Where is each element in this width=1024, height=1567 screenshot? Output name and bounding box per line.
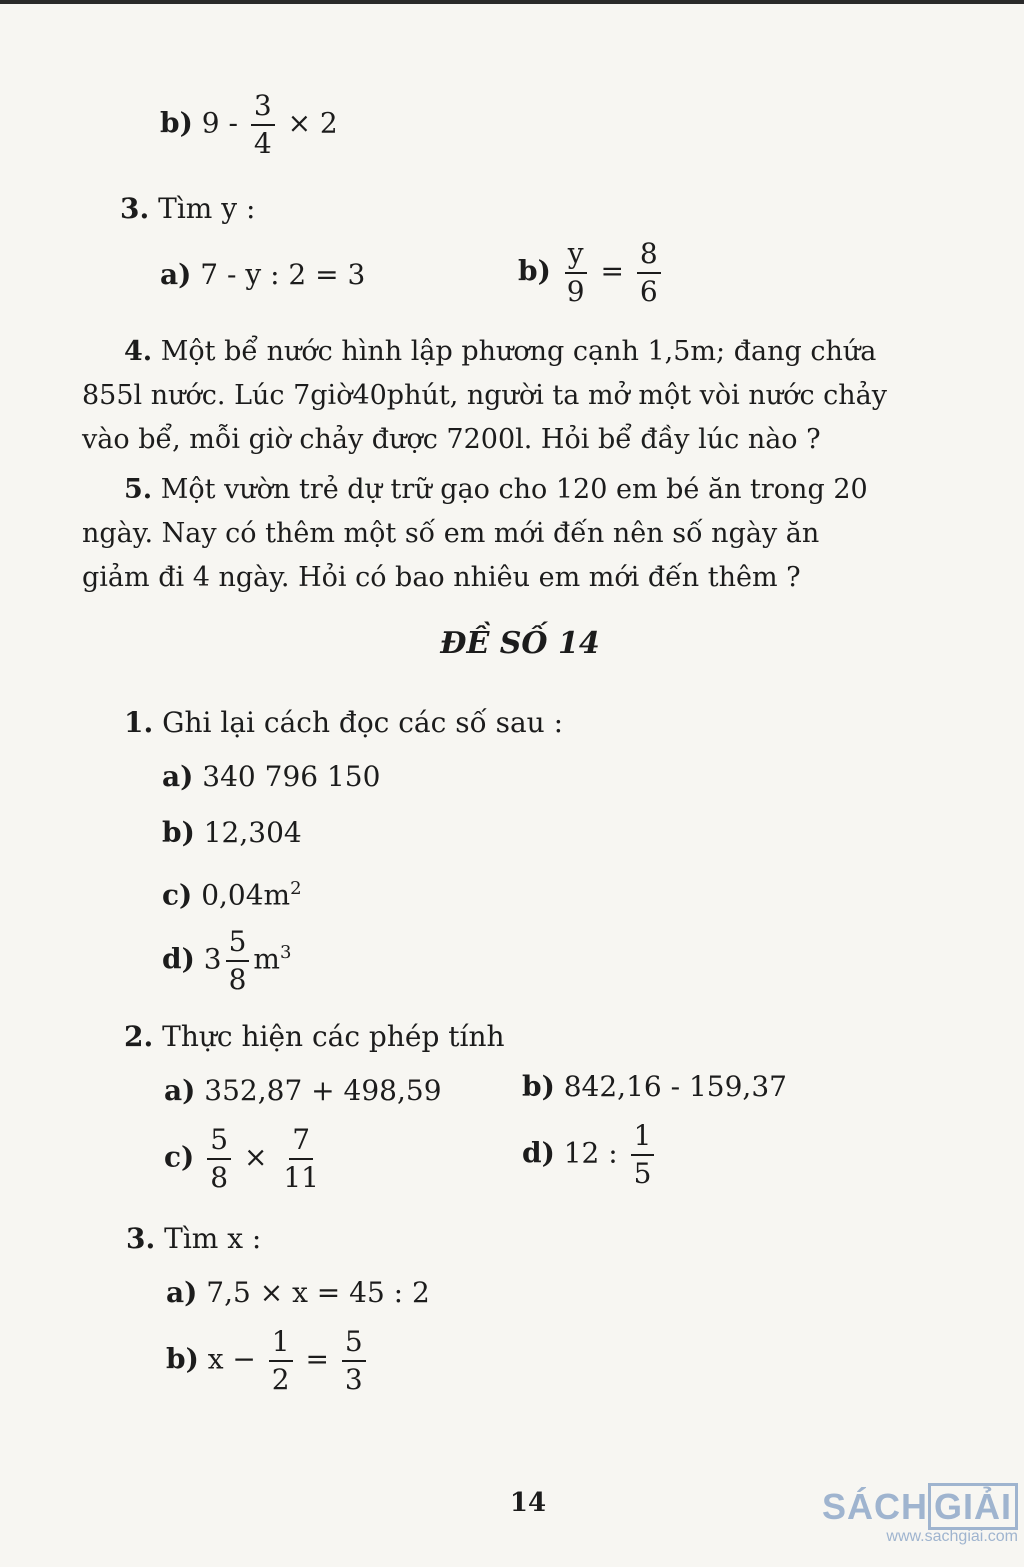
superscript: 2 (290, 878, 302, 899)
page-top-border (0, 0, 1024, 4)
denominator: 8 (228, 963, 247, 996)
question-number: 1. (124, 706, 154, 739)
exam-heading: ĐỀ SỐ 14 (440, 626, 600, 661)
item-value: 12,304 (203, 816, 302, 849)
expression: 352,87 + 498,59 (204, 1074, 442, 1107)
numerator: 1 (269, 1328, 293, 1362)
item-a (162, 760, 380, 794)
logo-box-text: GIẢI (928, 1483, 1018, 1530)
item-label: d) (522, 1136, 555, 1170)
item-d (522, 1119, 658, 1190)
numerator: y (565, 240, 587, 274)
denominator: 4 (253, 127, 272, 160)
item-b (522, 1070, 787, 1104)
superscript: 3 (279, 942, 292, 964)
expression: × 2 (287, 106, 338, 140)
question-5 (82, 468, 958, 600)
item-a (166, 1276, 430, 1310)
exercise-b-top (160, 89, 338, 160)
item-label: a) (160, 258, 192, 291)
question-number: 5. (124, 474, 153, 505)
numerator: 5 (207, 1126, 231, 1160)
item-label: d) (162, 942, 195, 976)
paragraph-line: vào bể, mỗi giờ chảy được 7200l. Hỏi bể đầy lúc nào ? (82, 424, 821, 455)
equals-sign: = (600, 254, 624, 288)
expression: x − (207, 1342, 256, 1376)
paragraph-text: Một bể nước hình lập phương cạnh 1,5m; đang chứa (160, 336, 877, 367)
item-label: b) (162, 816, 195, 849)
expression: 9 - (201, 106, 238, 140)
item-label: a) (166, 1276, 198, 1309)
watermark-url: www.sachgiai.com (886, 1528, 1018, 1545)
numerator: 5 (342, 1328, 366, 1362)
exercise-a (160, 258, 365, 292)
denominator: 11 (283, 1161, 319, 1194)
paragraph-text: Một vườn trẻ dự trữ gạo cho 120 em bé ăn trong 20 (160, 474, 868, 505)
fraction (280, 1123, 322, 1194)
item-label: a) (164, 1074, 196, 1107)
question-heading (124, 706, 563, 740)
fraction (251, 89, 275, 160)
item-label: c) (162, 878, 193, 912)
paragraph-line: 855l nước. Lúc 7giờ40phút, người ta mở một vòi nước chảy (82, 380, 888, 411)
question-title: Thực hiện các phép tính (162, 1020, 505, 1053)
fraction (342, 1325, 366, 1396)
question-number: 4. (124, 336, 153, 367)
paragraph-line (82, 468, 958, 512)
numerator: 7 (289, 1126, 313, 1160)
fraction (269, 1325, 293, 1396)
numerator: 5 (226, 928, 250, 962)
paragraph-line: giảm đi 4 ngày. Hỏi có bao nhiêu em mới đến thêm ? (82, 562, 801, 593)
question-number: 3. (120, 192, 150, 225)
equals-sign: = (305, 1342, 329, 1376)
denominator: 8 (210, 1161, 229, 1194)
denominator: 6 (639, 275, 658, 308)
numerator: 3 (251, 92, 275, 126)
paragraph-line: ngày. Nay có thêm một số em mới đến nên số ngày ăn (82, 518, 820, 549)
numerator: 8 (637, 240, 661, 274)
item-value: 340 796 150 (202, 760, 381, 793)
fraction (207, 1123, 231, 1194)
question-title: Tìm x : (164, 1222, 262, 1255)
multiply-sign: × (243, 1140, 268, 1174)
denominator: 9 (566, 275, 585, 308)
exercise-b (518, 237, 665, 308)
question-number: 2. (124, 1020, 154, 1053)
unit: m (253, 942, 280, 976)
item-b (162, 816, 302, 850)
watermark-logo (822, 1486, 1018, 1528)
fraction (226, 925, 250, 996)
expression: 7 - y : 2 = 3 (200, 258, 366, 291)
logo-text: SÁCH (821, 1486, 928, 1527)
denominator: 3 (344, 1363, 363, 1396)
page-number: 14 (509, 1488, 547, 1518)
item-c (164, 1123, 326, 1194)
question-title: Tìm y : (158, 192, 256, 225)
question-heading (124, 1020, 505, 1054)
item-label: b) (166, 1342, 199, 1376)
expression: 12 : (563, 1136, 618, 1170)
fraction (637, 237, 661, 308)
item-c (162, 872, 302, 912)
denominator: 5 (633, 1157, 652, 1190)
fraction (631, 1119, 655, 1190)
question-4 (82, 330, 958, 462)
question-heading (120, 192, 255, 226)
item-label: a) (162, 760, 194, 793)
item-label: b) (160, 106, 193, 140)
whole-part: 3 (203, 942, 222, 976)
paragraph-line (82, 330, 958, 374)
question-number: 3. (126, 1222, 156, 1255)
item-d (162, 925, 292, 996)
numerator: 1 (631, 1122, 655, 1156)
expression: 7,5 × x = 45 : 2 (206, 1276, 430, 1309)
item-label: c) (164, 1140, 195, 1174)
item-label: b) (522, 1070, 555, 1103)
question-title: Ghi lại cách đọc các số sau : (162, 706, 564, 739)
item-b (166, 1325, 370, 1396)
item-value: 0,04m (201, 878, 291, 912)
expression: 842,16 - 159,37 (563, 1070, 787, 1103)
question-heading (126, 1222, 261, 1256)
fraction (564, 237, 588, 308)
denominator: 2 (271, 1363, 290, 1396)
item-label: b) (518, 254, 551, 288)
item-a (164, 1074, 442, 1108)
watermark (822, 1486, 1018, 1546)
